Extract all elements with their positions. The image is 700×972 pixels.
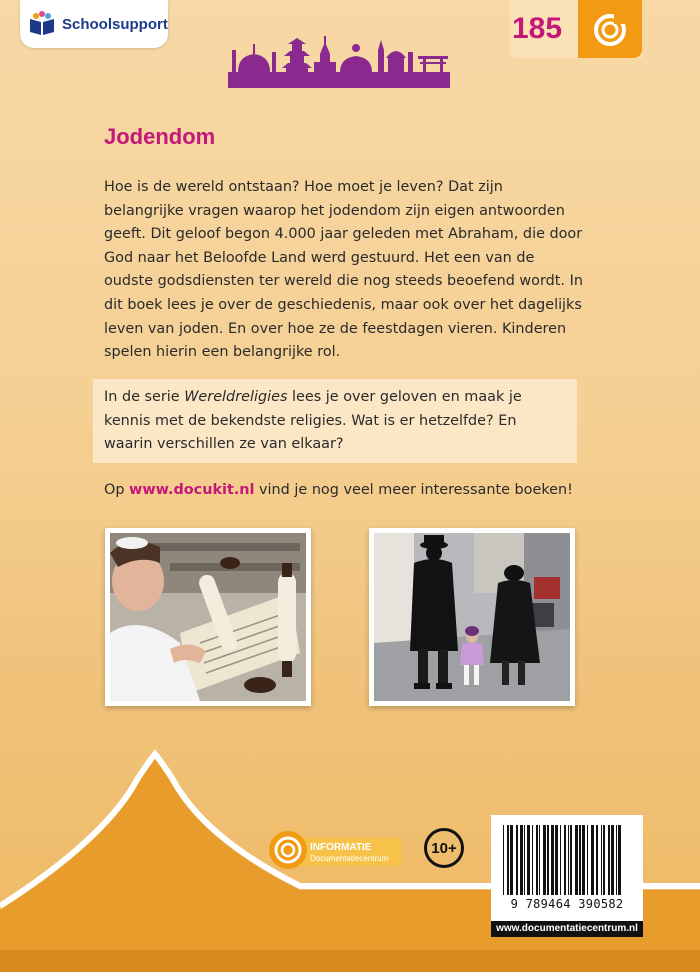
info-logo-line1: INFORMATIE: [310, 842, 372, 853]
barcode-bar: [579, 825, 581, 895]
series-text-before: In de serie: [104, 389, 185, 405]
isbn-number: 9 789464 390582: [510, 897, 624, 911]
barcode-bar: [560, 825, 561, 895]
publisher-name: Schoolsupport: [62, 15, 168, 33]
barcode-bar: [536, 825, 538, 895]
barcode-bar: [587, 825, 588, 895]
barcode-bar: [527, 825, 530, 895]
barcode-bar: [564, 825, 566, 895]
barcode-bar: [543, 825, 546, 895]
schoolsupport-logo-icon: [28, 11, 56, 37]
info-logo-line2: Documentatiecentrum: [310, 854, 389, 863]
barcode-bar: [539, 825, 540, 895]
series-number: 185: [512, 12, 563, 45]
docukit-link[interactable]: www.docukit.nl: [129, 482, 255, 498]
photo-family-walking: [369, 528, 575, 706]
barcode-bar: [616, 825, 617, 895]
barcode-box: [491, 815, 643, 921]
series-info-text: [104, 386, 566, 457]
barcode-bar: [510, 825, 513, 895]
barcode-bar: [575, 825, 578, 895]
docukit-line: [104, 482, 573, 498]
barcode-bar: [582, 825, 585, 895]
barcode-bar: [516, 825, 518, 895]
spiral-logo-icon: [578, 0, 642, 58]
informatie-logo-icon: [268, 828, 404, 872]
barcode-bar: [603, 825, 605, 895]
age-rating: 10+: [424, 828, 464, 868]
page-title: Jodendom: [104, 124, 216, 149]
barcode-bar: [568, 825, 569, 895]
torah-photo-illustration: [110, 533, 306, 701]
barcode-bar: [532, 825, 533, 895]
barcode-bars: [501, 825, 633, 895]
series-info-box: [93, 379, 577, 463]
barcode-bar: [596, 825, 598, 895]
series-logo-tile: [578, 0, 642, 58]
series-text-after: lees je over geloven en maak je kennis met de bekendste religies. Wat is er hetzelfde? En waarin verschillen ze van elkaar?: [104, 389, 522, 453]
barcode-bar: [551, 825, 554, 895]
barcode-bar: [618, 825, 621, 895]
barcode-bar: [547, 825, 549, 895]
barcode-bar: [611, 825, 614, 895]
barcode-bar: [507, 825, 509, 895]
barcode-bar: [608, 825, 610, 895]
series-name: Wereldreligies: [184, 389, 288, 405]
barcode-bar: [601, 825, 602, 895]
intro-paragraph: Hoe is de wereld ontstaan? Hoe moet je leven? Dat zijn belangrijke vragen waarop het jodendom zijn eigen antwoorden geeft. Dit geloof begon 4.000 jaar geleden met Abraham, die door God naar het Beloofde Land werd gestuurd. Het een van de oudste godsdiensten ter wereld die nog steeds beoefend wordt. In dit boek lees je over de geschiedenis, maar ook over het dagelijks leven van joden. En over hoe ze de feestdagen vieren. Kinderen spelen hierin een belangrijke rol.: [104, 179, 583, 361]
religions-skyline-icon: [228, 36, 450, 88]
barcode-bar: [503, 825, 504, 895]
photo-torah-reading: [105, 528, 311, 706]
website-url[interactable]: www.documentatiecentrum.nl: [491, 921, 643, 937]
barcode-bar: [520, 825, 523, 895]
publisher-badge: [20, 0, 168, 48]
barcode-bar: [524, 825, 525, 895]
docukit-after: vind je nog veel meer interessante boeken!: [254, 482, 573, 498]
family-photo-illustration: [374, 533, 570, 701]
docukit-before: Op: [104, 482, 130, 498]
barcode-bar: [555, 825, 558, 895]
barcode-bar: [570, 825, 572, 895]
barcode-bar: [591, 825, 594, 895]
